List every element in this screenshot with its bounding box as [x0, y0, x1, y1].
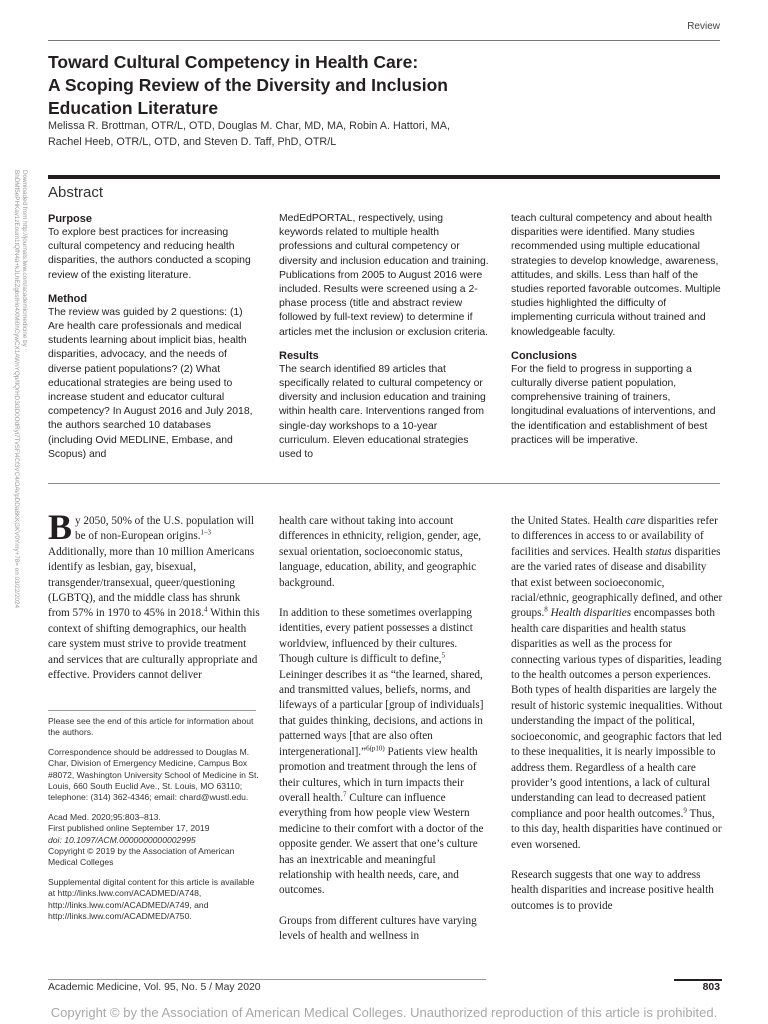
purpose-heading: Purpose: [48, 213, 93, 225]
footer-page-rule: [674, 979, 722, 981]
citation-ref: 6(p10): [366, 743, 385, 752]
body-column-2: [279, 514, 491, 960]
body-paragraph: health care without taking into account differences in ethnicity, religion, gender, age, sexual orientation, socioeconomic status, language, education, ability, and geographic background.: [279, 515, 482, 589]
intro-paragraph: [48, 507, 260, 683]
header-divider: [48, 40, 720, 41]
culture-text-d: Culture can influence everything from how people view Western medicine to their comfort with a doctor of the opposite gender. We assert that one’s culture has an inextricable and meaningful relationship with health needs, care, and outcomes.: [279, 791, 484, 897]
body-column-3: [511, 514, 723, 929]
disparity-text-c: disparities are the varied rates of disease and disability that exist between socioeconomic, racial/ethnic, geographically defined, and other groups.: [511, 545, 723, 620]
running-head: Review: [687, 21, 720, 32]
download-watermark-text: Downloaded from http://journals.lww.com/academicmedicine by BhDMf5ePHKav1zEoum1tQfN4a+kJLhEZgbsIHo4XMi0hCywCX1AWnYQp/IlQrHD3i3D0OdRyi7TvSFl4Cf3VC4/OAVpDDa8KKGKV0Ymy+78= on 03/22/2024: [13, 170, 28, 609]
publication-info: [48, 812, 260, 869]
citation-line: Acad Med. 2020;95:803–813.: [48, 811, 161, 822]
results-text-continued: teach cultural competency and about health disparities were identified. Many studies recommended using multiple educational strategies to develop knowledge, awareness, attitudes, and skills. Less than half of the studies reported favorable outcomes. Multiple studies highlighted the difficulty of implementing curricula without trained and knowledgeable faculty.: [511, 213, 721, 338]
intro-text-b: Additionally, more than 10 million Americans identify as lesbian, gay, bisexual, transgender/transexual, queer/questioning (LGBTQ), and the middle class has shrunk from 57% in 1970 to 45% in 2018.: [48, 545, 255, 620]
first-published-line: First published online September 17, 2019: [48, 823, 210, 834]
page-number: 803: [702, 982, 720, 993]
disparity-text-b: disparities refer to differences in access to or availability of facilities and services. Health: [511, 515, 718, 558]
results-text: The search identified 89 articles that specifically related to cultural competency or diversity and inclusion education and training within health care. Interventions ranged from single-day workshops to a 10-year curriculum. Eleven educational strategies used to: [279, 363, 486, 461]
method-heading: Method: [48, 292, 88, 305]
body-paragraph: [511, 514, 723, 853]
disparity-text-a: the United States. Health: [511, 515, 626, 527]
culture-text-b: Leininger describes it as “the learned, shared, and transmitted values, beliefs, norms, and lifeways of a particular [group of individuals] that guides thinking, decisions, and actions in patterned ways [that are also often intergenerational].”: [279, 668, 484, 758]
purpose-text: To explore best practices for increasing cultural competency and reducing health disparities, the authors conducted a scoping review of the existing literature.: [48, 227, 251, 281]
emphasis: care: [625, 515, 646, 527]
author-list: [48, 118, 568, 150]
footer-journal-info: Academic Medicine, Vol. 95, No. 5 / May 2020: [48, 982, 261, 993]
emphasis: status: [645, 545, 672, 558]
download-watermark: [13, 170, 28, 620]
emphasis: Health disparities: [550, 607, 632, 620]
culture-text-a: In addition to these sometimes overlapping identities, every patient possesses a distinct worldview, influenced by their cultures. Though culture is difficult to define,: [279, 607, 473, 666]
abstract-column-2: [279, 212, 489, 466]
title-line-2: A Scoping Review of the Diversity and Inclusion: [48, 75, 448, 95]
disparity-text-e: encompasses both health care disparities and health status disparities as well as the process for connecting various types of disparities, leading to the health outcomes a person experiences. Both types of health disparities are largely the result of historic systemic inequalities. Without understanding the impact of the political, socioeconomic, and geographic factors that led to these inequalities, it is nearly impossible to address them. Regardless of a health care provider’s good intentions, a lack of cultural understanding can lead to decreased patient compliance and poor health outcomes.: [511, 607, 723, 820]
end-note: Please see the end of this article for information about the authors.: [48, 716, 254, 738]
copyright-banner: Copyright © by the Association of American Medical Colleges. Unauthorized reproduction of this article is prohibited.: [50, 1005, 718, 1020]
abstract-column-3: [511, 212, 721, 452]
body-paragraph: [279, 606, 491, 899]
citation-ref: 7: [343, 790, 347, 799]
notes-divider: [48, 710, 256, 711]
title-line-1: Toward Cultural Competency in Health Care:: [48, 52, 419, 72]
body-paragraph: Research suggests that one way to address health disparities and increase positive health outcomes is to provide: [511, 868, 714, 912]
abstract-body-divider: [48, 483, 720, 484]
citation-ref: 8: [544, 605, 548, 614]
copyright-line-2: Medical Colleges: [48, 857, 114, 868]
intro-text-c: Within this context of shifting demographics, our health care system must strive to provide treatment and services that are culturally appropriate and effective. Providers cannot deliver: [48, 607, 260, 682]
copyright-line-1: Copyright © 2019 by the Association of American: [48, 846, 235, 857]
article-title: [48, 51, 648, 120]
citation-ref: 4: [204, 605, 208, 614]
title-line-3: Education Literature: [48, 98, 219, 118]
results-heading: Results: [279, 349, 319, 362]
doi-line: doi: 10.1097/ACM.0000000000002995: [48, 834, 196, 845]
citation-ref: 5: [441, 651, 446, 660]
body-paragraph: Groups from different cultures have varying levels of health and wellness in: [279, 914, 477, 943]
footer-divider: [48, 979, 486, 980]
authors-line-1: Melissa R. Brottman, OTR/L, OTD, Douglas M. Char, MD, MA, Robin A. Hattori, MA,: [48, 120, 450, 132]
method-text-continued: MedEdPORTAL, respectively, using keywords related to multiple health professions and cultural competency or diversity and inclusion education and training. Publications from 2005 to August 2016 were included. Results were screened using a 2-phase process (title and abstract review followed by full-text review) to determine if articles met the inclusion or exclusion criteria.: [279, 213, 489, 338]
conclusions-text: For the field to progress in supporting a culturally diverse patient population, comprehensive training of trainers, longitudinal evaluations of interventions, and the identification and establishment of best practices will be imperative.: [511, 363, 716, 446]
drop-cap: B: [48, 507, 73, 547]
conclusions-heading: Conclusions: [511, 349, 578, 362]
body-column-1: [48, 507, 260, 698]
disparity-text-f: Thus, to this day, health disparities have continued or even worsened.: [511, 807, 722, 851]
intro-text-a: y 2050, 50% of the U.S. population will be of non-European origins.: [75, 515, 255, 543]
citation-ref: 9: [683, 805, 687, 814]
correspondence-note: Correspondence should be addressed to Douglas M. Char, Division of Emergency Medicine, Campus Box #8072, Washington University School of Medicine in St. Louis, 660 South Euclid Ave., St. Louis, MO 63110; telephone: (314) 362-4346; email: chard@wustl.edu.: [48, 746, 259, 803]
culture-text-c: Patients view health promotion and treatment through the lens of their cultures, which in turn impacts their overall health.: [279, 745, 478, 804]
method-text: The review was guided by 2 questions: (1) Are health care professionals and medical students learning about implicit bias, health disparities, advocacy, and the needs of diverse patient populations? (2) What educational strategies are being used to increase student and educator cultural competency? In August 2016 and July 2018, the authors searched 10 databases (including Ovid MEDLINE, Embase, and Scopus) and: [48, 306, 253, 460]
article-notes: [48, 716, 260, 931]
abstract-heading: Abstract: [48, 184, 104, 201]
abstract-divider: [48, 175, 720, 179]
abstract-column-1: [48, 212, 258, 466]
citation-ref: 1–3: [200, 528, 212, 537]
authors-line-2: Rachel Heeb, OTR/L, OTD, and Steven D. Taff, PhD, OTR/L: [48, 136, 337, 148]
supplemental-note: Supplemental digital content for this article is available at http://links.lww.com/ACADMED/A748, http://links.lww.com/ACADMED/A749, and http://links.lww.com/ACADMED/A750.: [48, 876, 255, 922]
